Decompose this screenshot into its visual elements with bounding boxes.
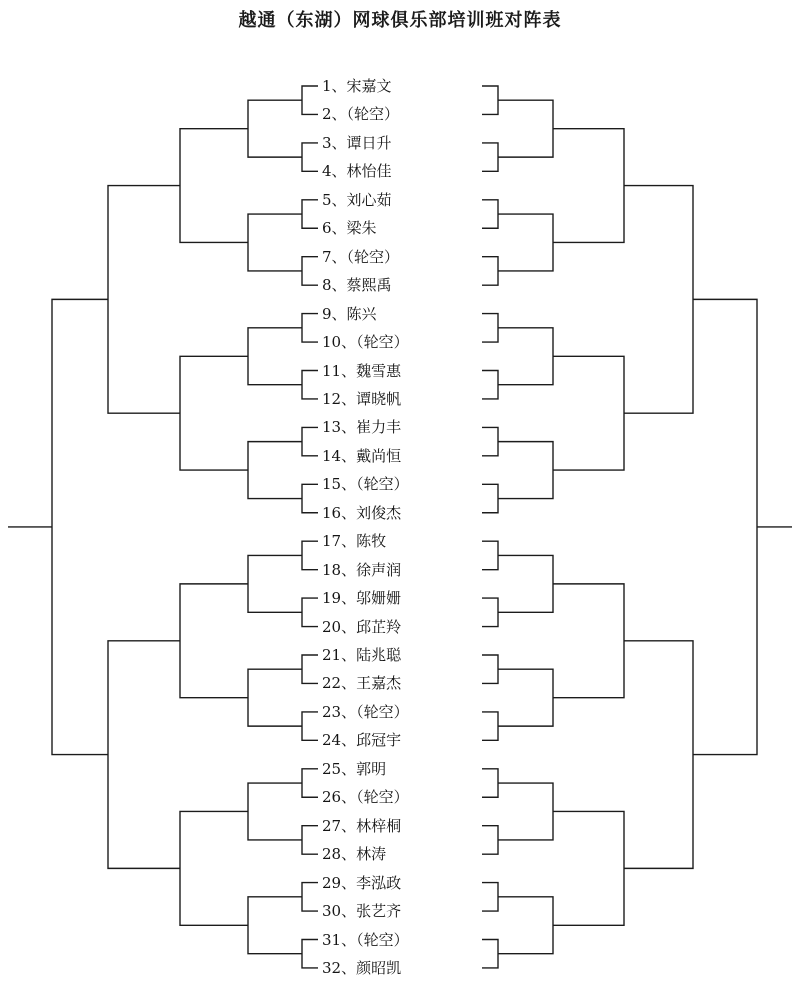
page-title: 越通（东湖）网球俱乐部培训班对阵表	[238, 10, 562, 31]
bracket-line	[302, 371, 318, 399]
player-entry: 7、（轮空）	[322, 247, 400, 266]
bracket-line	[180, 584, 248, 698]
bracket-line	[248, 669, 302, 726]
player-entry: 2、（轮空）	[322, 105, 400, 124]
player-entry: 11、魏雪惠	[322, 361, 402, 380]
player-entry: 23、（轮空）	[322, 702, 409, 721]
bracket-line	[482, 883, 498, 911]
bracket-line	[302, 598, 318, 626]
player-entry: 8、蔡熙禹	[322, 276, 392, 295]
bracket-line	[482, 200, 498, 228]
bracket-line	[108, 186, 180, 414]
player-entry: 5、刘心茹	[322, 190, 392, 209]
bracket-line	[248, 555, 302, 612]
bracket-line	[302, 257, 318, 285]
player-entry: 3、谭日升	[322, 133, 392, 152]
bracket-line	[482, 371, 498, 399]
player-entry: 20、邱芷羚	[322, 617, 402, 636]
player-entry: 18、徐声润	[322, 560, 402, 579]
bracket-line	[498, 783, 553, 840]
bracket-line	[248, 328, 302, 385]
bracket-line	[302, 541, 318, 569]
bracket-line	[302, 314, 318, 342]
bracket-line	[302, 826, 318, 854]
player-entry: 12、谭晓帆	[322, 389, 402, 408]
bracket-line	[302, 86, 318, 114]
bracket-line	[482, 712, 498, 740]
player-entry: 29、李泓政	[322, 873, 402, 892]
player-entry: 17、陈牧	[322, 532, 387, 551]
player-entry: 22、王嘉杰	[322, 674, 402, 693]
player-entry: 30、张艺齐	[322, 902, 402, 921]
bracket-line	[180, 129, 248, 243]
bracket-line	[248, 100, 302, 157]
bracket-line	[248, 214, 302, 271]
bracket-line	[553, 811, 624, 925]
player-entry: 4、林怡佳	[322, 162, 392, 181]
bracket-line	[482, 541, 498, 569]
player-entry: 1、宋嘉文	[322, 77, 392, 95]
bracket-line	[498, 328, 553, 385]
bracket-line	[553, 584, 624, 698]
bracket-line	[302, 712, 318, 740]
player-entry: 9、陈兴	[322, 304, 377, 323]
bracket-line	[248, 783, 302, 840]
bracket-line	[482, 427, 498, 455]
bracket-line	[482, 484, 498, 512]
bracket-line	[693, 299, 757, 754]
player-entry: 27、林梓桐	[322, 816, 402, 835]
bracket-line	[302, 143, 318, 171]
bracket-line	[482, 940, 498, 968]
bracket-line	[482, 769, 498, 797]
bracket-line	[498, 897, 553, 954]
bracket-line	[498, 100, 553, 157]
bracket-line	[498, 669, 553, 726]
bracket-line	[498, 214, 553, 271]
player-entry: 16、刘俊杰	[322, 503, 402, 522]
player-entry: 10、（轮空）	[322, 333, 409, 352]
bracket-line	[624, 186, 693, 414]
player-entry: 6、梁朱	[322, 219, 377, 238]
bracket-line	[624, 641, 693, 869]
bracket-line	[482, 826, 498, 854]
bracket-line	[302, 427, 318, 455]
bracket-line	[108, 641, 180, 869]
bracket-line	[482, 143, 498, 171]
player-entry: 21、陆兆聪	[322, 646, 402, 664]
player-entry: 32、颜昭凯	[322, 958, 402, 977]
bracket-line	[180, 811, 248, 925]
bracket-line	[482, 257, 498, 285]
bracket-line	[302, 883, 318, 911]
bracket-line	[482, 314, 498, 342]
bracket-line	[498, 555, 553, 612]
player-entry: 14、戴尚恒	[322, 446, 402, 465]
player-entry: 19、邬姗姗	[322, 589, 402, 608]
bracket-line	[52, 299, 108, 754]
bracket-line	[302, 484, 318, 512]
bracket-line	[302, 940, 318, 968]
bracket-line	[248, 442, 302, 499]
bracket-line	[553, 129, 624, 243]
player-entry: 28、林涛	[322, 845, 387, 864]
bracket-line	[302, 769, 318, 797]
bracket-line	[482, 655, 498, 683]
bracket-line	[482, 86, 498, 114]
bracket-line	[553, 356, 624, 470]
player-entry: 25、郭明	[322, 759, 387, 778]
bracket-line	[248, 897, 302, 954]
bracket-line	[302, 200, 318, 228]
player-entry: 24、邱冠宇	[322, 731, 402, 750]
bracket-line	[482, 598, 498, 626]
bracket-line	[498, 442, 553, 499]
player-entry: 31、（轮空）	[322, 930, 409, 949]
player-entry: 26、（轮空）	[322, 788, 409, 807]
player-entry: 15、（轮空）	[322, 475, 409, 494]
player-entry: 13、崔力丰	[322, 418, 402, 437]
bracket-line	[302, 655, 318, 683]
bracket-line	[180, 356, 248, 470]
